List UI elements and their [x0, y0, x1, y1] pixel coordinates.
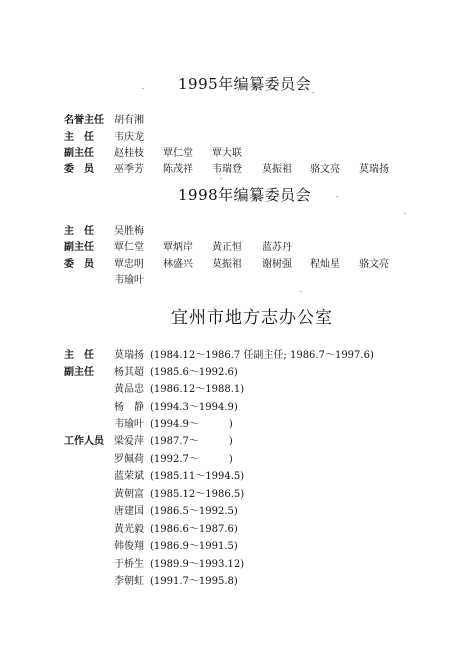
staff-name: 韦瑜叶 — [114, 419, 144, 430]
role-label: 副主任 — [64, 148, 94, 159]
member-name: 覃仁堂 — [114, 242, 144, 253]
member-name: 骆文亮 — [359, 259, 389, 270]
member-name: 谢树强 — [262, 259, 292, 270]
staff-term: (1986.5～1992.5) — [150, 506, 238, 517]
staff-term: (1992.7～ ) — [150, 454, 233, 465]
section3-title: 宜州市地方志办公室 — [171, 308, 333, 328]
member-name: 胡有湘 — [114, 115, 144, 126]
member-name: 韦瑜叶 — [114, 275, 144, 286]
staff-term: (1987.7～ ) — [150, 436, 233, 447]
staff-term: (1994.3～1994.9) — [150, 402, 238, 413]
staff-name: 唐建国 — [114, 506, 144, 517]
member-name: 覃大联 — [212, 148, 242, 159]
member-name: 黄正恒 — [212, 242, 242, 253]
role-label: 副主任 — [64, 367, 94, 378]
member-name: 林盛兴 — [163, 259, 193, 270]
staff-name: 李朝虹 — [114, 576, 144, 587]
member-name: 陈茂祥 — [163, 164, 193, 175]
staff-name: 黄品忠 — [114, 384, 144, 395]
role-label: 委 员 — [64, 164, 94, 175]
staff-term: (1989.9～1993.12) — [150, 559, 245, 570]
staff-name: 莫瑞扬 — [114, 350, 144, 361]
staff-term: (1994.9～ ) — [150, 419, 233, 430]
member-name: 程灿星 — [310, 259, 340, 270]
staff-term: (1985.6～1992.6) — [150, 367, 238, 378]
role-label: 主 任 — [64, 226, 94, 237]
member-name: 覃仁堂 — [163, 148, 193, 159]
staff-name: 黄光毅 — [114, 524, 144, 535]
staff-term: (1985.12～1986.5) — [150, 489, 245, 500]
member-name: 蓝苏丹 — [262, 242, 292, 253]
staff-name: 韩俊翔 — [114, 541, 144, 552]
role-label: 委 员 — [64, 259, 94, 270]
scan-speck — [336, 196, 338, 197]
role-label: 主 任 — [64, 350, 94, 361]
section1-title: 1995年编纂委员会 — [178, 75, 312, 93]
member-name: 覃忠明 — [114, 259, 144, 270]
role-label: 副主任 — [64, 242, 94, 253]
staff-term: (1984.12～1986.7 任副主任; 1986.7～1997.6) — [150, 350, 374, 361]
scan-speck — [404, 213, 406, 214]
staff-term: (1986.9～1991.5) — [150, 541, 238, 552]
member-name: 莫瑞扬 — [359, 164, 389, 175]
staff-name: 罗佩荷 — [114, 454, 144, 465]
staff-name: 杨其超 — [114, 367, 144, 378]
section2-title: 1998年编纂委员会 — [178, 186, 312, 204]
member-name: 韦瑞登 — [212, 164, 242, 175]
scan-speck — [220, 178, 222, 179]
staff-term: (1986.12～1988.1) — [150, 384, 245, 395]
staff-name: 梁爱萍 — [114, 436, 144, 447]
role-label: 主 任 — [64, 132, 94, 143]
scan-speck — [312, 92, 314, 93]
member-name: 韦庆龙 — [114, 132, 144, 143]
member-name: 骆文亮 — [310, 164, 340, 175]
scan-speck — [300, 291, 302, 292]
staff-term: (1991.7～1995.8) — [150, 576, 238, 587]
staff-name: 黄朝富 — [114, 489, 144, 500]
staff-name: 于桥生 — [114, 559, 144, 570]
member-name: 莫振祖 — [212, 259, 242, 270]
scan-speck — [142, 88, 144, 89]
member-name: 覃炳岸 — [163, 242, 193, 253]
member-name: 赵桂枝 — [114, 148, 144, 159]
member-name: 巫季芳 — [114, 164, 144, 175]
role-label: 名誉主任 — [64, 115, 104, 126]
role-label: 工作人员 — [64, 436, 104, 447]
staff-name: 蓝荣斌 — [114, 471, 144, 482]
staff-name: 杨 静 — [114, 402, 144, 413]
staff-term: (1985.11～1994.5) — [150, 471, 245, 482]
member-name: 莫振祖 — [262, 164, 292, 175]
member-name: 吴胜梅 — [114, 226, 144, 237]
staff-term: (1986.6～1987.6) — [150, 524, 238, 535]
